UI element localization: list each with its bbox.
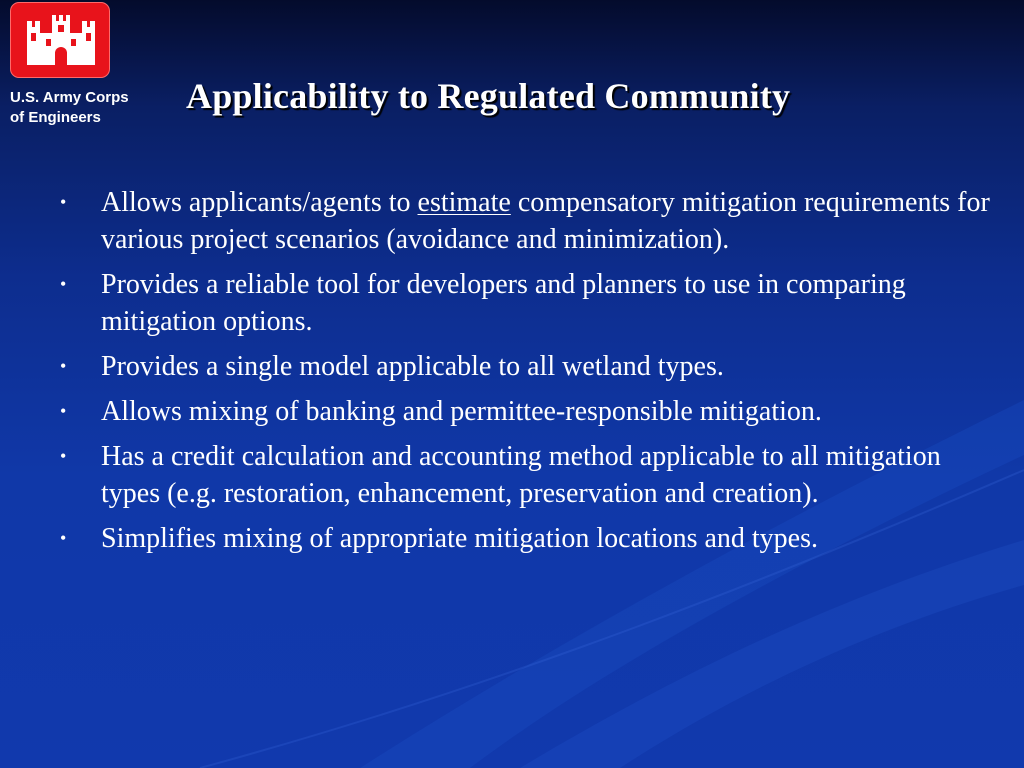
bullet-item (60, 184, 990, 258)
bullet-text: Simplifies mixing of appropriate mitigation locations and types. (101, 523, 818, 554)
bullet-icon: • (60, 192, 67, 212)
bullet-icon: • (60, 356, 67, 376)
organization-name-line2: of Engineers (10, 109, 101, 126)
bullet-icon: • (60, 528, 67, 548)
bullet-item (60, 348, 990, 385)
bullet-text: Provides a reliable tool for developers and planners to use in comparing mitigation options. (101, 269, 906, 337)
bullet-item (60, 438, 990, 512)
bullet-icon: • (60, 401, 67, 421)
organization-name-line1: U.S. Army Corps (10, 89, 129, 106)
bullet-icon: • (60, 446, 67, 466)
bullet-icon: • (60, 274, 67, 294)
bullet-emphasis: estimate (417, 187, 511, 218)
bullet-item (60, 520, 990, 557)
bullet-text: Has a credit calculation and accounting method applicable to all mitigation types (e.g. restoration, enhancement, preservation and creation). (101, 441, 941, 509)
bullet-text: Provides a single model applicable to all wetland types. (101, 351, 724, 382)
castle-icon (26, 15, 96, 67)
bullet-text: Allows mixing of banking and permittee-responsible mitigation. (101, 396, 822, 427)
bullet-list (60, 184, 990, 565)
bullet-item (60, 266, 990, 340)
bullet-text-end: compensatory mitigation requirements for various project scenarios (avoidance and minimization). (101, 187, 990, 255)
bullet-item (60, 393, 990, 430)
bullet-text-start: Allows applicants/agents to (101, 187, 418, 218)
usace-logo (10, 2, 110, 78)
slide-title: Applicability to Regulated Community (186, 76, 791, 116)
organization-name (10, 88, 160, 128)
